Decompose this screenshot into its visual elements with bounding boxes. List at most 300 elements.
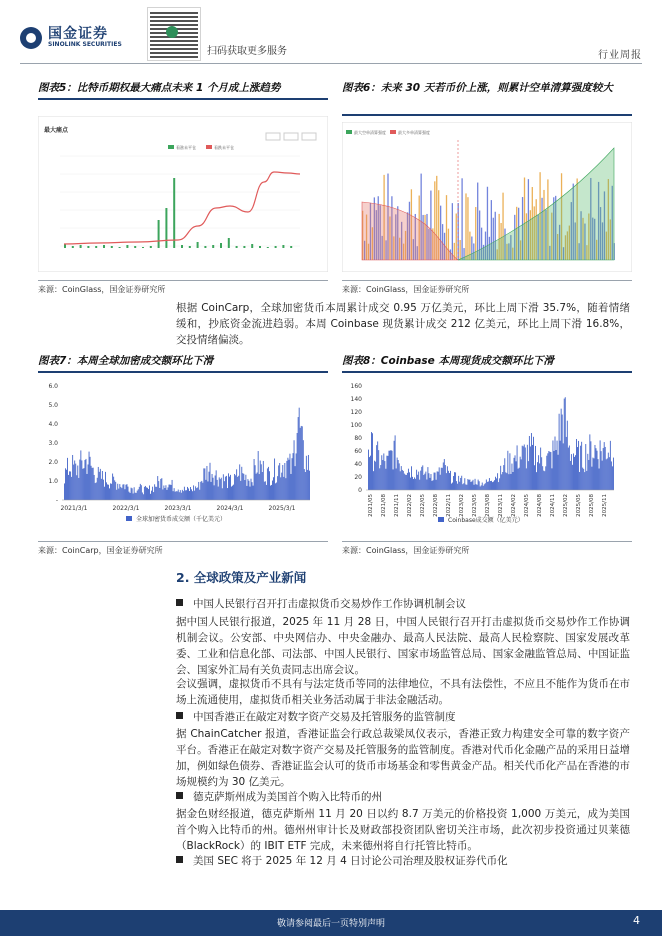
figure-8-bar [553,440,554,490]
figure-8-bar [414,477,415,490]
figure-8-ytick: 100 [350,422,362,429]
figure-7-bar [243,474,244,500]
figure-7-bar [97,478,98,500]
figure-6-bar [452,203,453,260]
figure-8-bar [588,460,589,490]
figure-7-bar [262,472,263,500]
figure-8-bar [546,456,547,490]
news-item-2-title [176,709,630,725]
figure-7-bar [304,469,305,500]
figure-8-bar [488,481,489,490]
figure-7-bar [281,473,282,500]
figure-5-bar [103,245,105,248]
figure-7-bar [298,417,299,500]
figure-8-bar [499,478,500,490]
figure-7-bar [127,484,128,500]
figure-8-bar [520,457,521,490]
figure-8-xtick: 2021/05 [368,494,374,517]
figure-8-bar [581,442,582,490]
figure-7-bar [233,485,234,500]
figure-8-bar [459,482,460,490]
figure-7-bar [177,491,178,500]
bullet-square-icon [176,792,183,799]
news-item-1-text: 中国人民银行召开打击虚拟货币交易炒作工作协调机制会议 [193,598,466,610]
figure-7-bar [235,475,236,500]
figure-7-bar [164,488,165,500]
figure-7-ytick: 6.0 [48,383,58,390]
figure-8-bar [569,445,570,490]
figure-8-bar [585,444,586,490]
figure-7-bar [227,488,228,500]
header-divider [20,63,642,64]
figure-5-bar [72,246,74,248]
figure-8-bar [598,459,599,490]
figure-8-bar [530,446,531,490]
figure-8-xtick: 2024/02 [511,494,517,517]
figure-8-bar [376,445,377,490]
figure-8-bar [571,454,572,490]
figure-8-chart [342,376,632,534]
figure-8-bar [500,466,501,490]
figure-5-title: 图表5：比特币期权最大痛点未来 1 个月成上涨趋势 [38,82,281,94]
figure-8-bar [561,409,562,490]
figure-7-bar [208,481,209,500]
figure-7-bar [95,483,96,500]
figure-7-bar [136,493,137,500]
figure-7-bar [218,487,219,500]
figure-8-source: 来源：CoinGlass，国金证券研究所 [342,546,470,555]
figure-7-bar [113,477,114,500]
figure-8-bar [604,442,605,490]
figure-8-bar [457,484,458,490]
figure-8-bar [377,441,378,490]
figure-7-bar [205,480,206,500]
figure-7-ytick: 5.0 [48,402,58,409]
figure-7-bar [170,485,171,500]
figure-7-bar [202,483,203,500]
figure-8-bar [494,480,495,490]
figure-5-bar [259,246,261,248]
news-item-1-paragraph-2: 会议强调，虚拟货币不具有与法定货币等同的法律地位，不具有法偿性，不应且不能作为货币在市场上流通使用，虚拟货币相关业务活动属于非法金融活动。 [176,678,630,706]
figure-7-bar [291,474,292,500]
figure-7-bar [71,477,72,500]
figure-8-bar [606,459,607,490]
figure-6-bar [461,178,462,260]
figure-6-source-rule [342,280,632,281]
figure-8-legend-swatch [438,517,444,522]
news-item-4-text: 美国 SEC 将于 2025 年 12 月 4 日讨论公司治理及股权证券代币化 [193,855,508,867]
figure-7-bar [65,468,66,500]
figure-7-bar [240,481,241,500]
figure-7-bar [309,471,310,500]
figure-8-bar [439,467,440,490]
figure-7-bar [275,483,276,500]
figure-5-bar [80,245,82,248]
figure-5-legend-1: 看涨未平仓 [176,145,196,150]
figure-8-bar [489,478,490,490]
figure-8-ytick: 60 [354,448,362,455]
figure-7-bar [190,487,191,500]
figure-7-bar [162,489,163,500]
figure-8-xtick: 2021/08 [381,494,387,517]
figure-7-bar [214,485,215,500]
news-item-3-title [176,789,630,805]
figure-5-chart-title: 最大痛点 [44,127,69,134]
figure-8-bar [515,455,516,490]
figure-8-bar [592,458,593,490]
figure-8-bar [516,461,517,490]
section-2-heading: 2. 全球政策及产业新闻 [176,570,307,585]
figure-8-bar [433,480,434,490]
figure-7-bar [230,475,231,500]
footer-disclaimer: 敬请参阅最后一页特别声明 [276,919,385,929]
figure-8-bar [450,471,451,490]
news-item-1-title [176,596,630,612]
figure-7-bar [228,473,229,500]
figure-6-chart [342,122,632,272]
figure-7-bar [119,484,120,500]
company-logo-icon [20,27,42,49]
figure-8-bar [442,468,443,490]
figure-8-bar [522,446,523,490]
figure-7-bar [126,485,127,500]
figure-8-bar [432,481,433,490]
figure-7-bar [94,475,95,500]
figure-7-xtick: 2025/3/1 [268,505,296,512]
figure-8-bar [556,450,557,490]
figure-8-bar [544,471,545,490]
figure-7-bar [195,486,196,500]
figure-7-bar [293,453,294,500]
figure-5-toggle-3 [302,133,316,140]
figure-7-bar [132,488,133,500]
figure-7-bar [231,487,232,500]
figure-8-bar [613,458,614,490]
figure-7-bar [296,453,297,500]
figure-8-bar [542,466,543,490]
figure-7-bar [165,485,166,500]
figure-7-bar [160,479,161,500]
figure-7-bar [196,488,197,500]
figure-7-bar [89,452,90,500]
figure-8-bar [595,445,596,490]
figure-7-bar [255,465,256,500]
figure-7-ytick: 2.0 [48,459,58,466]
figure-8-bar [568,448,569,490]
figure-5-toggle-2 [284,133,298,140]
figure-7-bar [150,494,151,500]
figure-8-bar [480,486,481,490]
figure-8-bar [458,476,459,490]
figure-8-bar [540,448,541,490]
figure-7-bar [284,463,285,500]
figure-7-bar [266,485,267,500]
figure-5-bar [87,246,89,248]
figure-7-bar [258,451,259,500]
figure-7-bar [135,493,136,500]
figure-8-bar [492,482,493,490]
figure-5-rule [38,98,328,100]
figure-7-bar [199,490,200,500]
figure-8-bar [597,451,598,490]
figure-7-bar [154,484,155,500]
qr-caption: 扫码获取更多服务 [207,46,287,57]
figure-8-bar [551,468,552,490]
figure-8-bar [610,441,611,490]
figure-7-bar [264,482,265,500]
figure-8-bar [507,451,508,490]
figure-7-bar [109,488,110,500]
figure-8-bar [586,471,587,490]
figure-5-legend-2: 看跌未平仓 [214,145,234,150]
figure-8-bar [570,461,571,490]
figure-8-bar [419,480,420,490]
figure-8-bar [605,447,606,490]
figure-8-bar [578,441,579,490]
figure-8-xtick: 2022/05 [420,494,426,517]
figure-7-bar [128,487,129,500]
figure-5-bar [197,242,199,248]
figure-7-legend-swatch [126,516,132,521]
figure-8-bar [394,441,395,490]
figure-5-legend-swatch-1 [168,145,174,149]
figure-7-bar [156,487,157,500]
figure-7-bar [176,491,177,500]
figure-8-bar [490,481,491,490]
figure-8-bar [503,465,504,490]
figure-7-bar [189,491,190,500]
figure-8-bar [466,485,467,490]
figure-5-bar [282,245,284,248]
figure-8-bar [558,455,559,490]
figure-8-bar [475,479,476,490]
figure-8-bar [539,463,540,490]
figure-8-bar [385,469,386,490]
figure-7-bar [303,440,304,500]
figure-6-legend-swatch-1 [346,130,352,134]
figure-7-bar [78,478,79,500]
figure-7-bar [140,484,141,500]
figure-6-bar [477,183,478,260]
figure-5-legend-swatch-2 [206,145,212,149]
figure-7-bar [268,467,269,500]
figure-7-bar [234,474,235,500]
figure-7-bar [194,491,195,500]
figure-8-bar [452,483,453,490]
figure-8-xtick: 2021/11 [394,494,400,517]
figure-6-bar [467,197,468,260]
figure-7-bar [80,450,81,500]
figure-8-bar [398,460,399,490]
figure-8-ytick: 160 [350,383,362,390]
figure-7-bar [244,480,245,500]
figure-7-bar [188,488,189,500]
figure-5-bar [64,244,66,248]
figure-8-bar [416,470,417,490]
figure-8-bar [600,440,601,490]
figure-7-bar [93,468,94,500]
figure-7-bar [77,466,78,500]
figure-8-bar [521,459,522,490]
figure-7-bar [179,492,180,500]
figure-7-bar [142,492,143,500]
trading-volume-paragraph: 根据 CoinCarp，全球加密货币本周累计成交 0.95 万亿美元，环比上周下滑 35.7%，随着情绪缓和，抄底资金流进趋弱。本周 Coinbase 现货累计成交 212 亿美元，环比上周下滑 16.8%，交投情绪偏淡。 [176,302,630,346]
figure-7-bar [108,485,109,500]
figure-8-bar [549,452,550,490]
figure-7-bar [149,485,150,500]
figure-7-bar [73,465,74,500]
figure-8-bar [559,414,560,490]
figure-7-bar [70,471,71,500]
figure-7-title: 图表7：本周全球加密成交额环比下滑 [38,355,214,367]
figure-7-bar [277,476,278,500]
figure-8-bar [603,448,604,490]
figure-7-xtick: 2022/3/1 [112,505,140,512]
figure-7-bar [104,487,105,500]
figure-8-bar [482,483,483,490]
figure-5-bar [165,208,167,248]
figure-7-bar [215,475,216,500]
figure-8-bar [390,451,391,490]
figure-8-bar [545,466,546,490]
figure-8-bar [484,484,485,490]
figure-7-bar [220,479,221,500]
figure-7-bar [112,474,113,500]
figure-5-toggle-1 [266,133,280,140]
figure-8-xtick: 2022/11 [446,494,452,517]
figure-8-ytick: 0 [358,487,362,494]
figure-7-bar [200,482,201,500]
figure-8-bar [479,481,480,490]
news-item-2-paragraph-1: 据 ChainCatcher 报道，香港证监会行政总裁梁凤仪表示，香港正致力构建安全可靠的数字资产平台。香港正在敲定对数字资产交易及托管服务的监管制度。香港对代币化金融产品的采用日益增加，例如绿色债券、香港证监会认可的货币市场基金和零售黄金产品。相关代币化产品在香港的市场规模约为 30 亿美元。 [176,728,630,788]
figure-8-bar [526,468,527,490]
figure-7-bar [102,471,103,500]
figure-5-bar [275,246,277,248]
figure-7-bar [186,490,187,500]
figure-8-bar [554,451,555,490]
figure-7-bar [86,459,87,500]
figure-5-bar [119,247,121,248]
figure-8-bar [436,480,437,490]
figure-8-bar [441,468,442,490]
figure-7-bar [253,486,254,500]
figure-5-bar [158,220,160,248]
figure-7-bar [118,489,119,500]
figure-8-bar [572,465,573,490]
figure-8-bar [501,474,502,490]
figure-7-bar [167,490,168,500]
figure-7-xtick: 2023/3/1 [164,505,192,512]
figure-7-bar [274,459,275,500]
figure-7-bar [213,478,214,500]
figure-8-xtick: 2022/02 [407,494,413,517]
figure-8-bar [381,455,382,490]
bullet-square-icon [176,712,183,719]
figure-8-bar [478,480,479,490]
figure-8-bar [473,480,474,490]
figure-5-bar [189,246,191,248]
figure-7-bar [301,426,302,500]
figure-8-bar [369,457,370,490]
figure-8-bar [374,461,375,490]
figure-8-bar [548,451,549,490]
figure-6-rule [342,114,632,116]
figure-5-bar [173,178,175,248]
figure-7-bar [184,487,185,500]
figure-8-bar [498,482,499,490]
figure-8-bar [448,471,449,490]
figure-7-bar [286,461,287,500]
figure-8-rule [342,371,632,373]
figure-7-bar [68,475,69,500]
figure-8-bar [383,453,384,490]
figure-7-bar [155,487,156,500]
figure-7-bar [232,486,233,500]
figure-7-bar [175,492,176,500]
figure-7-bar [307,470,308,500]
figure-8-xtick: 2024/11 [550,494,556,517]
figure-8-ytick: 140 [350,396,362,403]
figure-5-bar [220,243,222,248]
figure-7-bar [265,481,266,500]
figure-7-bar [169,485,170,500]
figure-7-bar [302,426,303,500]
figure-8-bar [529,436,530,490]
figure-8-bar [372,433,373,490]
figure-8-bar [467,479,468,490]
figure-8-bar [447,466,448,490]
figure-5-bar [204,246,206,248]
figure-6-legend-1: 最大空单清算强度 [354,130,386,135]
figure-8-bar [386,456,387,490]
figure-8-bar [580,446,581,490]
figure-7-bar [123,484,124,500]
figure-7-bar [91,466,92,500]
figure-5-bar [134,246,136,248]
figure-8-bar [392,451,393,490]
figure-7-bar [279,463,280,500]
figure-7-bar [306,456,307,500]
figure-8-bar [471,482,472,490]
figure-7-bar [211,482,212,500]
figure-6-source: 来源：CoinGlass，国金证券研究所 [342,285,470,294]
figure-6-bar [458,203,459,260]
figure-7-bar [251,479,252,500]
figure-5-bar [243,246,245,248]
figure-8-bar [440,475,441,490]
figure-7-bar [137,491,138,500]
figure-7-bar [219,477,220,500]
figure-7-bar [75,464,76,500]
figure-7-bar [287,458,288,500]
figure-7-bar [99,472,100,500]
figure-8-bar [565,397,566,490]
figure-7-bar [267,468,268,500]
figure-8-bar [602,461,603,490]
figure-8-bar [438,472,439,490]
figure-7-bar [290,454,291,500]
figure-5-bar [290,246,292,248]
figure-8-bar [508,474,509,490]
figure-8-bar [375,462,376,490]
figure-8-bar [474,485,475,490]
figure-8-bar [402,470,403,490]
figure-8-bar [495,477,496,490]
figure-7-bar [72,455,73,500]
figure-8-bar [523,446,524,490]
figure-8-bar [417,475,418,490]
figure-5-bar [181,245,183,248]
